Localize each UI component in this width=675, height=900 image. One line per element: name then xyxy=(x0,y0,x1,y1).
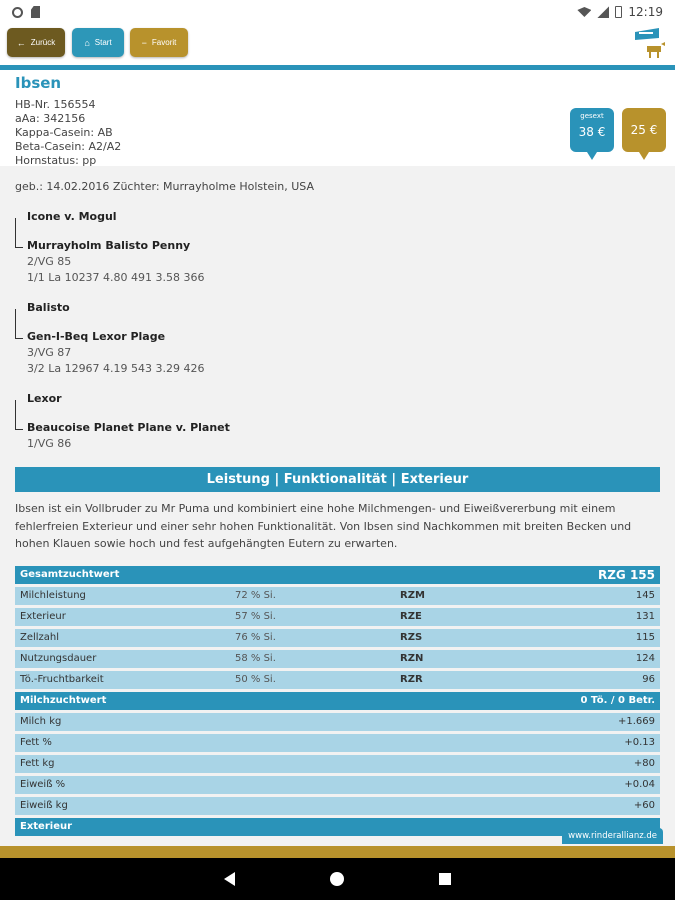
table-row xyxy=(15,713,660,731)
app-toolbar xyxy=(0,24,675,65)
pedigree-classification: 2/VG 85 xyxy=(27,255,72,268)
table-row xyxy=(15,734,660,752)
back-triangle-icon[interactable] xyxy=(224,872,235,886)
trait-name: Milch kg xyxy=(20,716,62,727)
bull-header xyxy=(0,70,675,166)
table-row xyxy=(15,671,660,689)
trait-reliability: 58 % Si. xyxy=(235,653,276,664)
status-bar xyxy=(0,0,675,24)
hb-number: HB-Nr. 156554 xyxy=(15,98,96,111)
wifi-icon xyxy=(577,7,591,17)
pedigree-performance: 3/2 La 12967 4.19 543 3.29 426 xyxy=(27,362,205,375)
pedigree-dam: Beaucoise Planet Plane v. Planet xyxy=(27,421,230,434)
price-tag-conventional[interactable] xyxy=(622,108,666,152)
table-row xyxy=(15,755,660,773)
trait-value: +0.13 xyxy=(624,737,655,748)
table-row xyxy=(15,797,660,815)
battery-icon xyxy=(615,6,622,18)
system-navigation-bar xyxy=(0,858,675,900)
gesamtzuchtwert-header xyxy=(15,566,660,584)
table-row xyxy=(15,776,660,794)
price-sexed-value: 38 € xyxy=(578,125,606,139)
price-tag-sexed[interactable] xyxy=(570,108,614,152)
pedigree-block xyxy=(15,210,660,286)
bull-name: Ibsen xyxy=(15,74,62,92)
trait-value: 115 xyxy=(635,632,655,643)
pedigree-sire: Balisto xyxy=(27,301,70,314)
trait-name: Exterieur xyxy=(20,611,66,622)
trait-reliability: 50 % Si. xyxy=(235,674,276,685)
trait-value: 131 xyxy=(635,611,655,622)
pedigree-sire: Icone v. Mogul xyxy=(27,210,117,223)
trait-code: RZE xyxy=(400,611,422,622)
footer-bar xyxy=(0,846,675,858)
trait-value: +80 xyxy=(633,758,655,769)
trait-value: 96 xyxy=(642,674,655,685)
milchzuchtwert-header xyxy=(15,692,660,710)
favorite-button[interactable] xyxy=(130,28,188,57)
trait-name: Fett % xyxy=(20,737,52,748)
beta-casein: Beta-Casein: A2/A2 xyxy=(15,140,122,153)
pedigree-dam: Gen-I-Beq Lexor Plage xyxy=(27,330,166,343)
trait-reliability: 72 % Si. xyxy=(235,590,276,601)
table-row xyxy=(15,650,660,668)
price-sexed-label: gesext xyxy=(580,112,604,120)
pedigree-dam: Murrayholm Balisto Penny xyxy=(27,239,191,252)
table-row xyxy=(15,587,660,605)
trait-name: Nutzungsdauer xyxy=(20,653,97,664)
trait-name: Eiweiß % xyxy=(20,779,66,790)
minus-icon: − xyxy=(141,37,147,48)
main-content xyxy=(0,166,675,846)
table-title: Gesamtzuchtwert xyxy=(20,569,120,580)
daughters-herds: 0 Tö. / 0 Betr. xyxy=(580,695,655,706)
favorite-button-label: Favorit xyxy=(151,38,177,47)
trait-name: Milchleistung xyxy=(20,590,86,601)
trait-value: +0.04 xyxy=(624,779,655,790)
trait-reliability: 57 % Si. xyxy=(235,611,276,622)
website-link[interactable]: www.rinderallianz.de xyxy=(562,828,663,844)
pedigree-block xyxy=(15,392,660,452)
home-icon: ⌂ xyxy=(84,37,90,48)
aaa-code: aAa: 342156 xyxy=(15,112,86,125)
home-circle-icon[interactable] xyxy=(330,872,344,886)
pedigree-classification: 1/VG 86 xyxy=(27,437,72,450)
pedigree-block xyxy=(15,301,660,377)
table-title: Exterieur xyxy=(20,821,73,832)
notification-icon xyxy=(12,7,23,18)
section-title-bar: Leistung | Funktionalität | Exterieur xyxy=(15,467,660,492)
trait-code: RZN xyxy=(400,653,424,664)
trait-name: Zellzahl xyxy=(20,632,60,643)
rinderallianz-logo xyxy=(633,26,669,62)
trait-code: RZR xyxy=(400,674,423,685)
trait-value: 124 xyxy=(635,653,655,664)
table-row xyxy=(15,629,660,647)
bull-description: Ibsen ist ein Vollbruder zu Mr Puma und kombiniert eine hohe Milchmengen- und Eiweißvererbung mit einem fehlerfreien Exterieur und einer sehr hohen Funktionalität. Von Ibsen sind Nachkommen mit breiten Becken und hohen Klauen sowie hoch und fest aufgehängten Eutern zu erwarten. xyxy=(15,502,632,550)
trait-value: 145 xyxy=(635,590,655,601)
table-row xyxy=(15,608,660,626)
back-button[interactable] xyxy=(7,28,65,57)
sd-card-icon xyxy=(31,6,40,18)
pedigree-classification: 3/VG 87 xyxy=(27,346,72,359)
trait-name: Tö.-Fruchtbarkeit xyxy=(20,674,104,685)
status-time: 12:19 xyxy=(628,5,663,19)
pedigree-performance: 1/1 La 10237 4.80 491 3.58 366 xyxy=(27,271,205,284)
start-button[interactable] xyxy=(72,28,124,57)
kappa-casein: Kappa-Casein: AB xyxy=(15,126,113,139)
trait-value: +60 xyxy=(633,800,655,811)
rzg-value: RZG 155 xyxy=(597,567,655,582)
price-normal-value: 25 € xyxy=(630,123,658,137)
recent-apps-icon[interactable] xyxy=(439,873,451,885)
back-button-label: Zurück xyxy=(30,38,56,47)
trait-name: Eiweiß kg xyxy=(20,800,68,811)
trait-value: +1.669 xyxy=(617,716,655,727)
arrow-left-icon: ← xyxy=(16,37,26,48)
horn-status: Hornstatus: pp xyxy=(15,154,97,167)
trait-code: RZS xyxy=(400,632,423,643)
signal-icon xyxy=(597,6,609,18)
trait-reliability: 76 % Si. xyxy=(235,632,276,643)
birth-breeder-info: geb.: 14.02.2016 Züchter: Murrayholme Holstein, USA xyxy=(15,180,315,193)
trait-code: RZM xyxy=(400,590,425,601)
pedigree-sire: Lexor xyxy=(27,392,62,405)
table-title: Milchzuchtwert xyxy=(20,695,107,706)
start-button-label: Start xyxy=(94,38,112,47)
trait-name: Fett kg xyxy=(20,758,55,769)
